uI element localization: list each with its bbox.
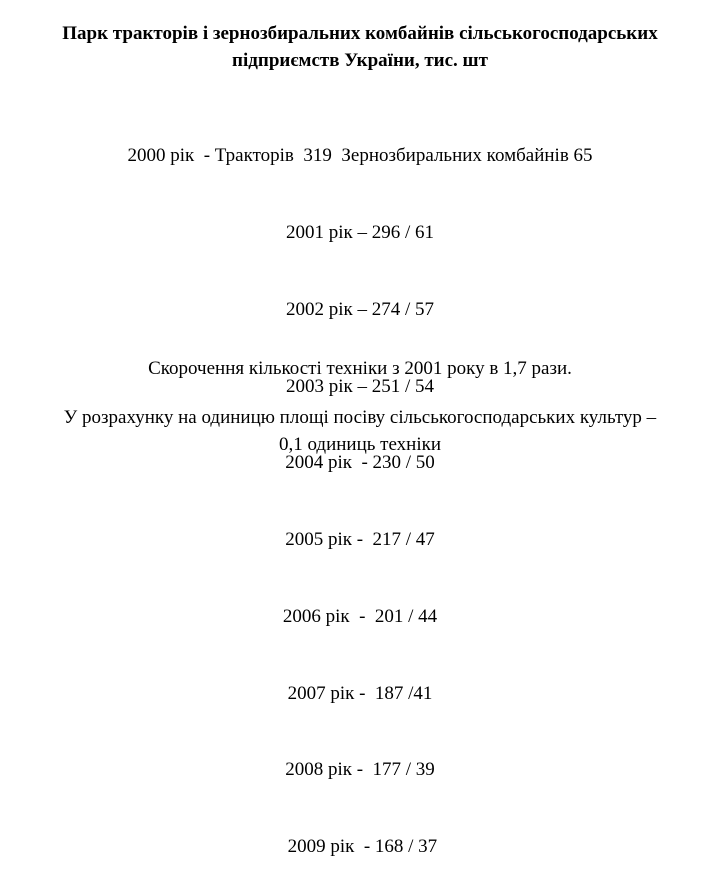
stats-row-2008: 2008 рік - 177 / 39 xyxy=(285,759,435,781)
stats-row-2003: 2003 рік – 251 / 54 xyxy=(285,375,435,397)
page-title xyxy=(0,20,720,74)
yearly-stats-list xyxy=(0,92,720,885)
stats-row-2009: 2009 рік - 168 / 37 xyxy=(282,836,438,858)
stats-row-2002: 2002 рік – 274 / 57 xyxy=(285,298,435,320)
stats-row-2005: 2005 рік - 217 / 47 xyxy=(285,529,435,551)
per-area-note xyxy=(0,404,720,458)
stats-row-2007: 2007 рік - 187 /41 xyxy=(287,682,433,704)
stats-row-2004: 2004 рік - 230 / 50 xyxy=(285,452,435,474)
stats-row-2006: 2006 рік - 201 / 44 xyxy=(282,605,438,627)
stats-row-2001: 2001 рік – 296 / 61 xyxy=(285,221,435,243)
stats-row-2000: 2000 рік - Тракторів 319 Зернозбиральних комбайнів 65 xyxy=(127,145,593,167)
note-line-1: У розрахунку на одиницю площі посіву сільськогосподарських культур – xyxy=(63,407,657,428)
title-line-2: підприємств України, тис. шт xyxy=(232,50,488,71)
title-line-1: Парк тракторів і зернозбиральних комбайнів сільськогосподарських xyxy=(62,23,658,44)
note-line-2: 0,1 одиниць техніки xyxy=(278,434,442,455)
reduction-summary: Скорочення кількості техніки з 2001 року в 1,7 рази. xyxy=(148,358,572,379)
